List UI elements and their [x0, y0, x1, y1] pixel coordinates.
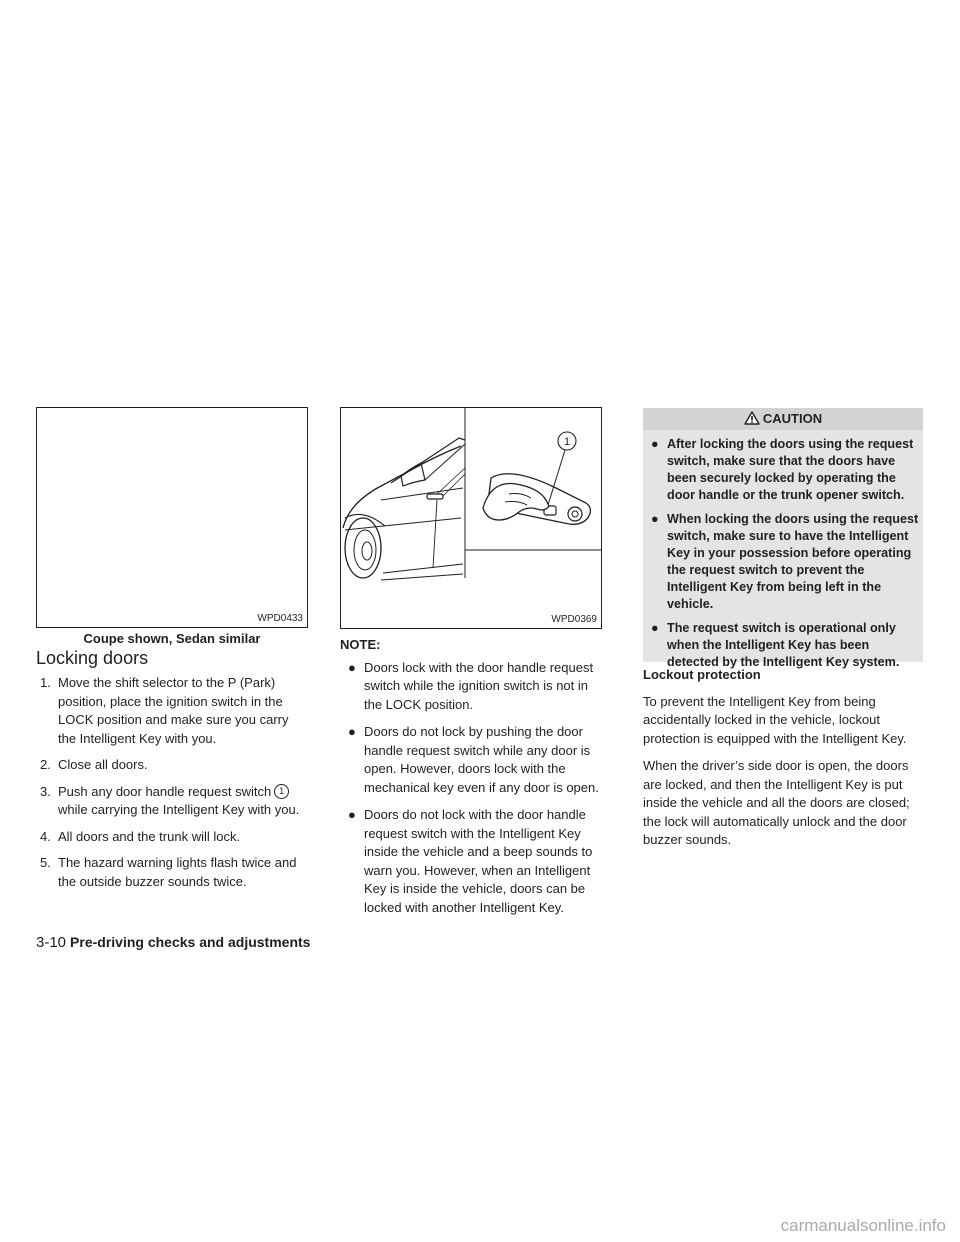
bullet-icon: ● — [651, 437, 659, 451]
note-column — [340, 636, 602, 926]
circled-1-icon: 1 — [274, 784, 289, 799]
lockout-paragraph: To prevent the Intelligent Key from being accidentally locked in the vehicle, lockout protection is equipped with the Intelligent Key. — [643, 693, 907, 746]
callout-number: 1 — [563, 436, 571, 448]
caution-list — [643, 436, 923, 671]
caution-box — [643, 408, 923, 669]
figure-code: WPD0369 — [551, 614, 597, 625]
bullet-icon: ● — [348, 807, 356, 822]
step-item — [36, 674, 308, 748]
warning-triangle-icon — [744, 411, 760, 425]
bullet-icon: ● — [348, 659, 356, 675]
step-text: Push any door handle request switch — [58, 783, 272, 799]
note-item — [340, 806, 602, 917]
note-heading: NOTE: — [340, 637, 381, 652]
step-text: All doors and the trunk will lock. — [58, 828, 241, 844]
caution-item — [643, 436, 923, 504]
step-number: 5. — [40, 855, 51, 870]
note-item — [340, 723, 602, 797]
lockout-column — [643, 666, 923, 859]
figure-caption: Coupe shown, Sedan similar — [83, 631, 261, 646]
step-item — [36, 756, 308, 775]
step-text: Move the shift selector to the P (Park) position, place the ignition switch in the LOCK position and make sure you carry the Intelligent Key with you. — [58, 675, 289, 746]
step-text: Close all doors. — [58, 757, 148, 772]
caution-text: The request switch is operational only when the Intelligent Key has been detected by the Intelligent Key system. — [667, 621, 900, 669]
door-handle-illustration — [341, 408, 601, 613]
note-text: Doors lock with the door handle request switch while the ignition switch is not in the LOCK position. — [364, 659, 594, 712]
caution-title-bar — [643, 408, 923, 430]
note-item — [340, 659, 602, 715]
step-number: 2. — [40, 757, 51, 772]
caution-text: When locking the doors using the request switch, make sure to have the Intelligent Key in your possession before operating the request switch to prevent the Intelligent Key from being left in the vehicle. — [667, 512, 919, 611]
bullet-icon: ● — [651, 512, 659, 526]
figure-door-handle — [340, 407, 602, 629]
step-number: 1. — [40, 675, 51, 690]
steps-column — [36, 674, 308, 899]
section-title: Locking doors — [36, 648, 149, 668]
note-text: Doors do not lock with the door handle request switch with the Intelligent Key inside the vehicle and a beep sounds to warn you. However, when an Intelligent Key is inside the vehicle, doors can be locked with another Intelligent Key. — [364, 807, 593, 915]
step-text: The hazard warning lights flash twice and the outside buzzer sounds twice. — [58, 855, 297, 889]
step-item — [36, 783, 308, 820]
lockout-paragraph: When the driver’s side door is open, the doors are locked, and then the Intelligent Key is put inside the vehicle and all the doors are closed; the lock will automatically unlock and the door buzzer sounds. — [643, 758, 910, 847]
caution-item — [643, 620, 923, 671]
note-text: Doors do not lock by pushing the door handle request switch while any door is open. However, doors lock with the mechanical key even if any door is open. — [364, 724, 599, 795]
figure-code: WPD0433 — [257, 613, 303, 624]
chapter-title: Pre-driving checks and adjustments — [70, 934, 311, 950]
figure-coupe — [36, 407, 308, 628]
caution-item — [643, 511, 923, 613]
step-text-continued: while carrying the Intelligent Key with you. — [58, 802, 300, 817]
steps-list — [36, 674, 308, 891]
caution-title: CAUTION — [762, 411, 823, 426]
step-number: 3. — [40, 783, 51, 799]
lockout-heading: Lockout protection — [643, 667, 761, 682]
note-list — [340, 659, 602, 918]
bullet-icon: ● — [348, 724, 356, 739]
step-item — [36, 854, 308, 891]
caution-text: After locking the doors using the request switch, make sure that the doors have been securely locked by operating the door handle or the trunk opener switch. — [667, 437, 914, 502]
watermark: carmanualsonline.info — [780, 1216, 946, 1235]
page-number: 3-10 — [36, 934, 67, 951]
step-number: 4. — [40, 828, 51, 844]
page-footer — [36, 934, 310, 951]
bullet-icon: ● — [651, 621, 659, 635]
step-item — [36, 828, 308, 847]
